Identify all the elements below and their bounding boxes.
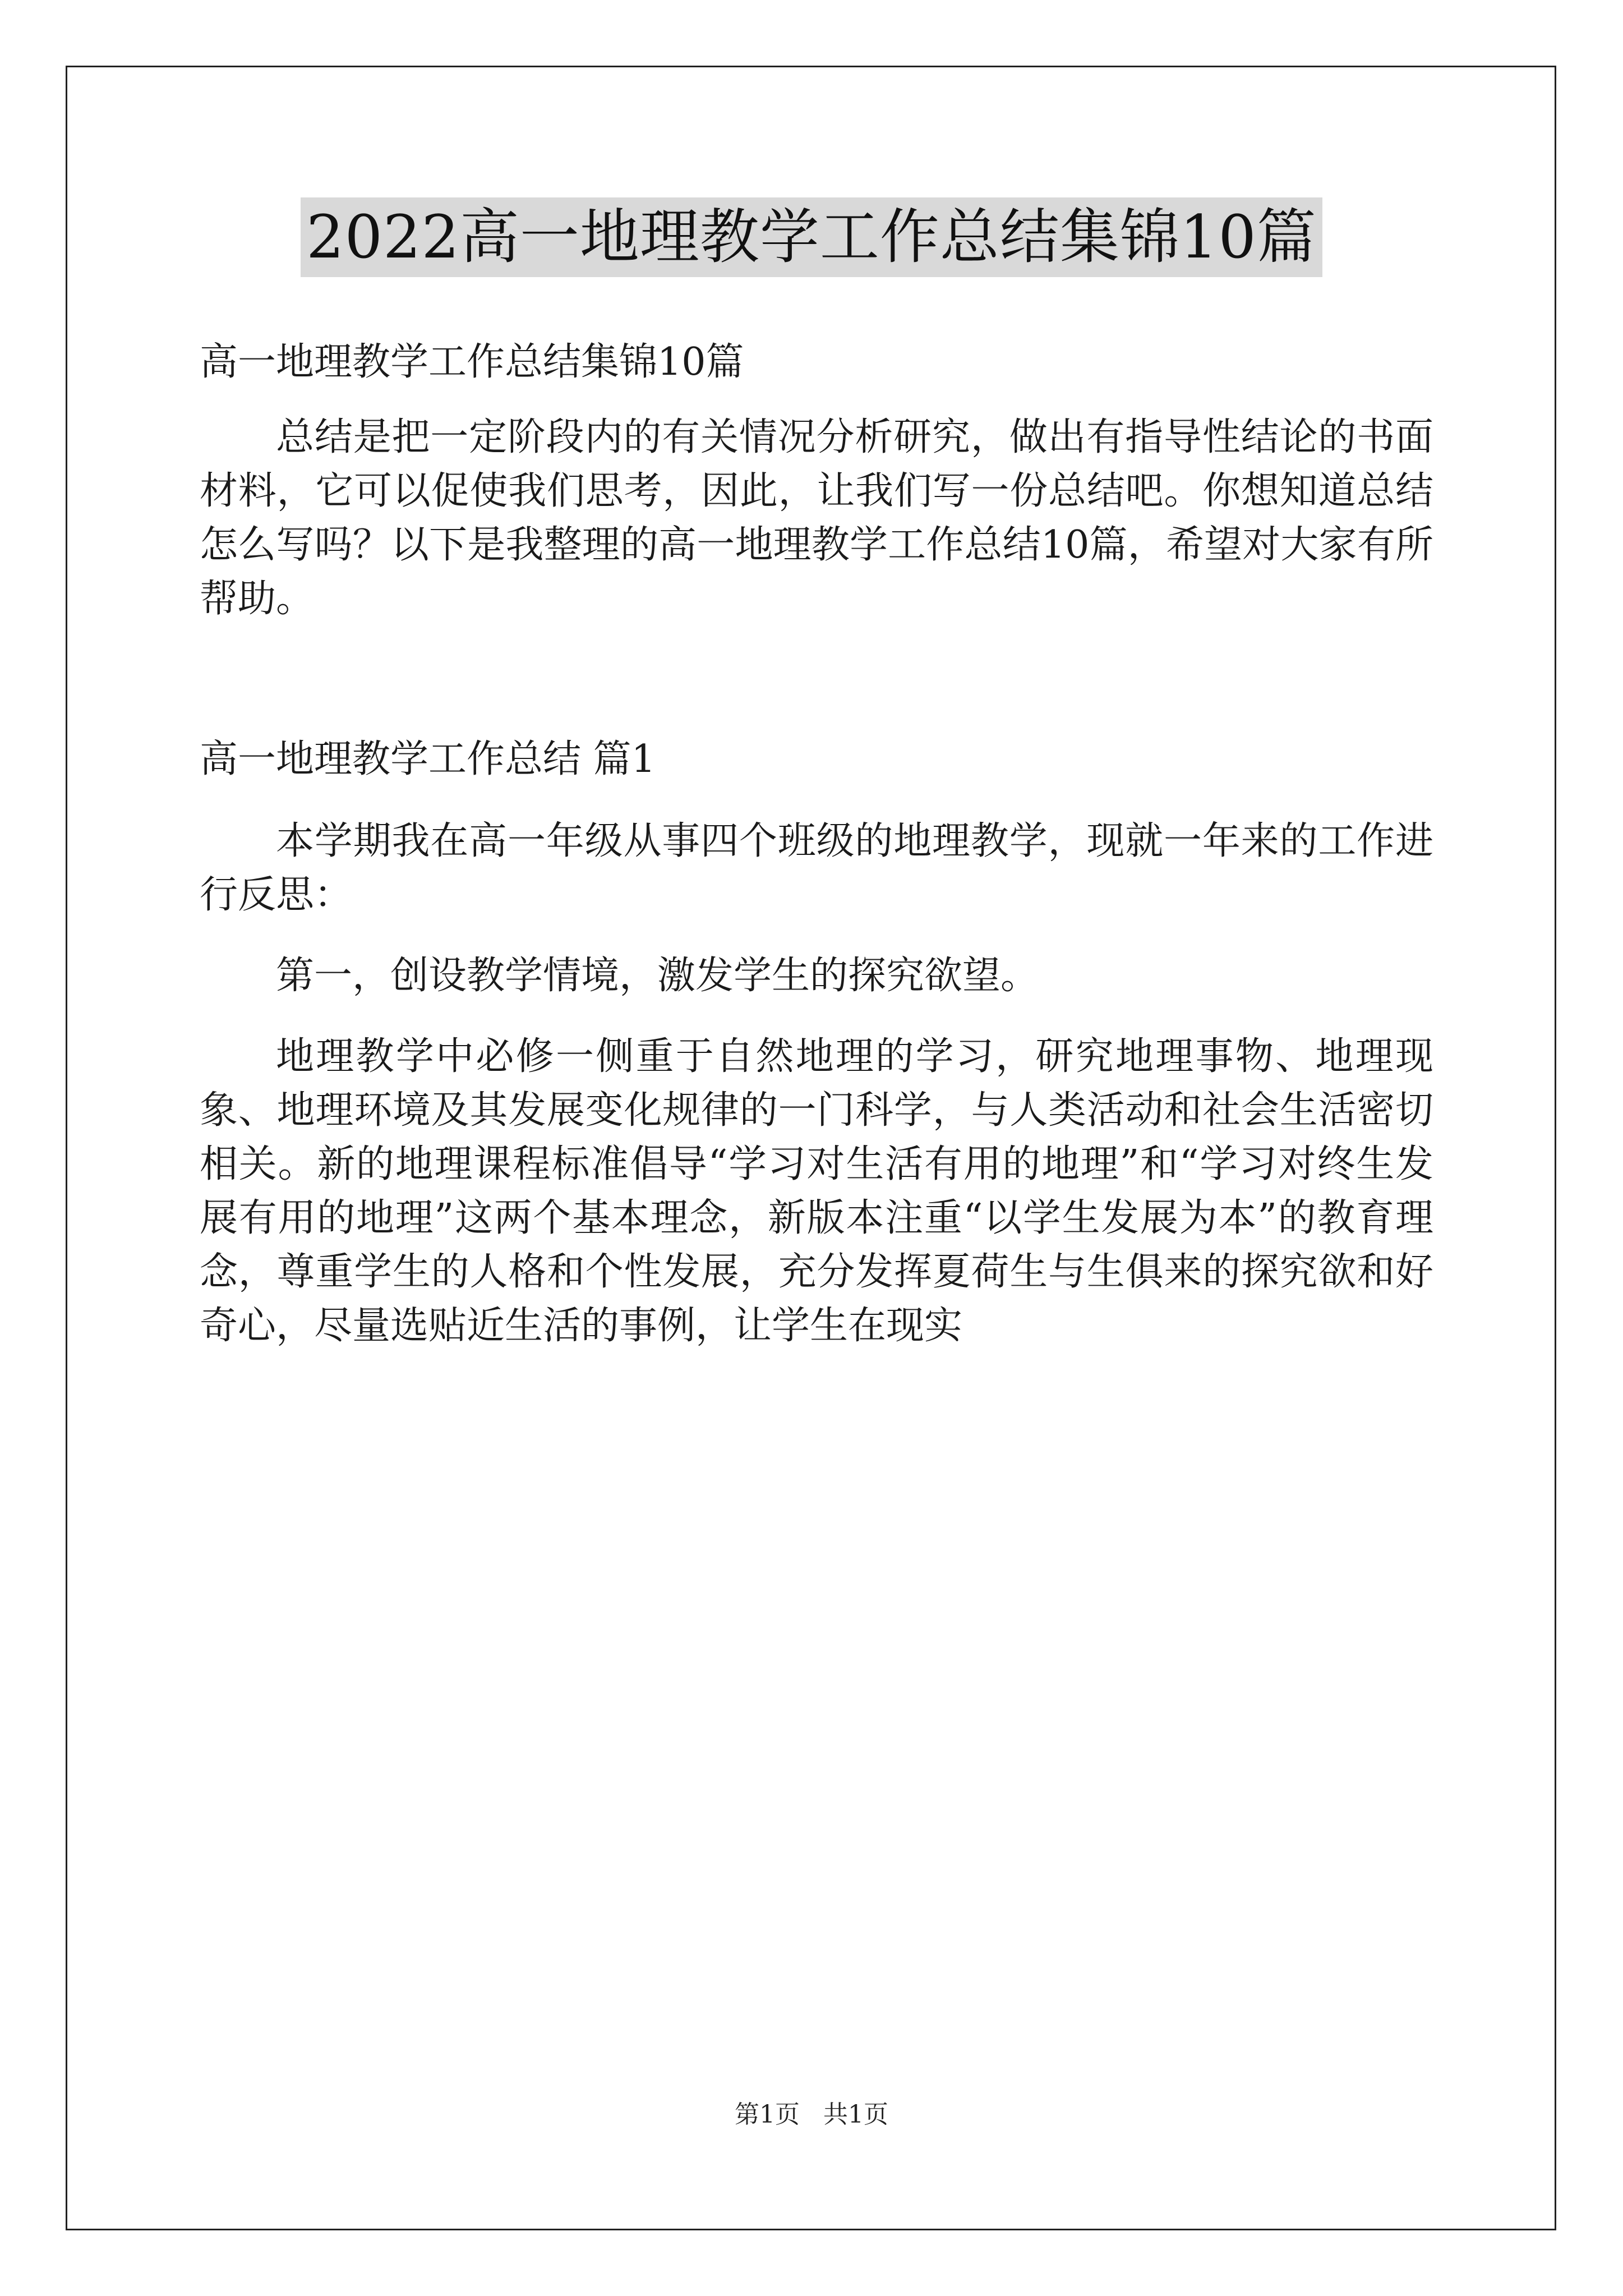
page-footer	[0, 2098, 1623, 2132]
document-title: 2022高一地理教学工作总结集锦10篇	[301, 197, 1322, 277]
section-paragraph-1: 本学期我在高一年级从事四个班级的地理教学，现就一年来的工作进行反思：	[200, 819, 1433, 917]
subtitle: 高一地理教学工作总结集锦10篇	[200, 340, 744, 384]
intro-paragraph: 总结是把一定阶段内的有关情况分析研究，做出有指导性结论的书面材料，它可以促使我们思考，因此，让我们写一份总结吧。你想知道总结怎么写吗？以下是我整理的高一地理教学工作总结10篇，希望对大家有所帮助。	[200, 415, 1433, 621]
total-pages: 共1页	[823, 2100, 888, 2129]
title-wrap	[0, 197, 1623, 277]
page-number: 第1页	[735, 2100, 800, 2129]
document-body	[200, 309, 1433, 1353]
section-heading: 高一地理教学工作总结 篇1	[200, 737, 656, 781]
section-paragraph-2: 第一，创设教学情境，激发学生的探究欲望。	[276, 954, 1039, 998]
section-paragraph-3: 地理教学中必修一侧重于自然地理的学习，研究地理事物、地理现象、地理环境及其发展变化规律的一门科学，与人类活动和社会生活密切相关。新的地理课程标准倡导“学习对生活有用的地理”和“学习对终生发展有用的地理”这两个基本理念，新版本注重“以学生发展为本”的教育理念，尊重学生的人格和个性发展，充分发挥夏荷生与生俱来的探究欲和好奇心，尽量选贴近生活的事例，让学生在现实	[200, 1034, 1433, 1348]
